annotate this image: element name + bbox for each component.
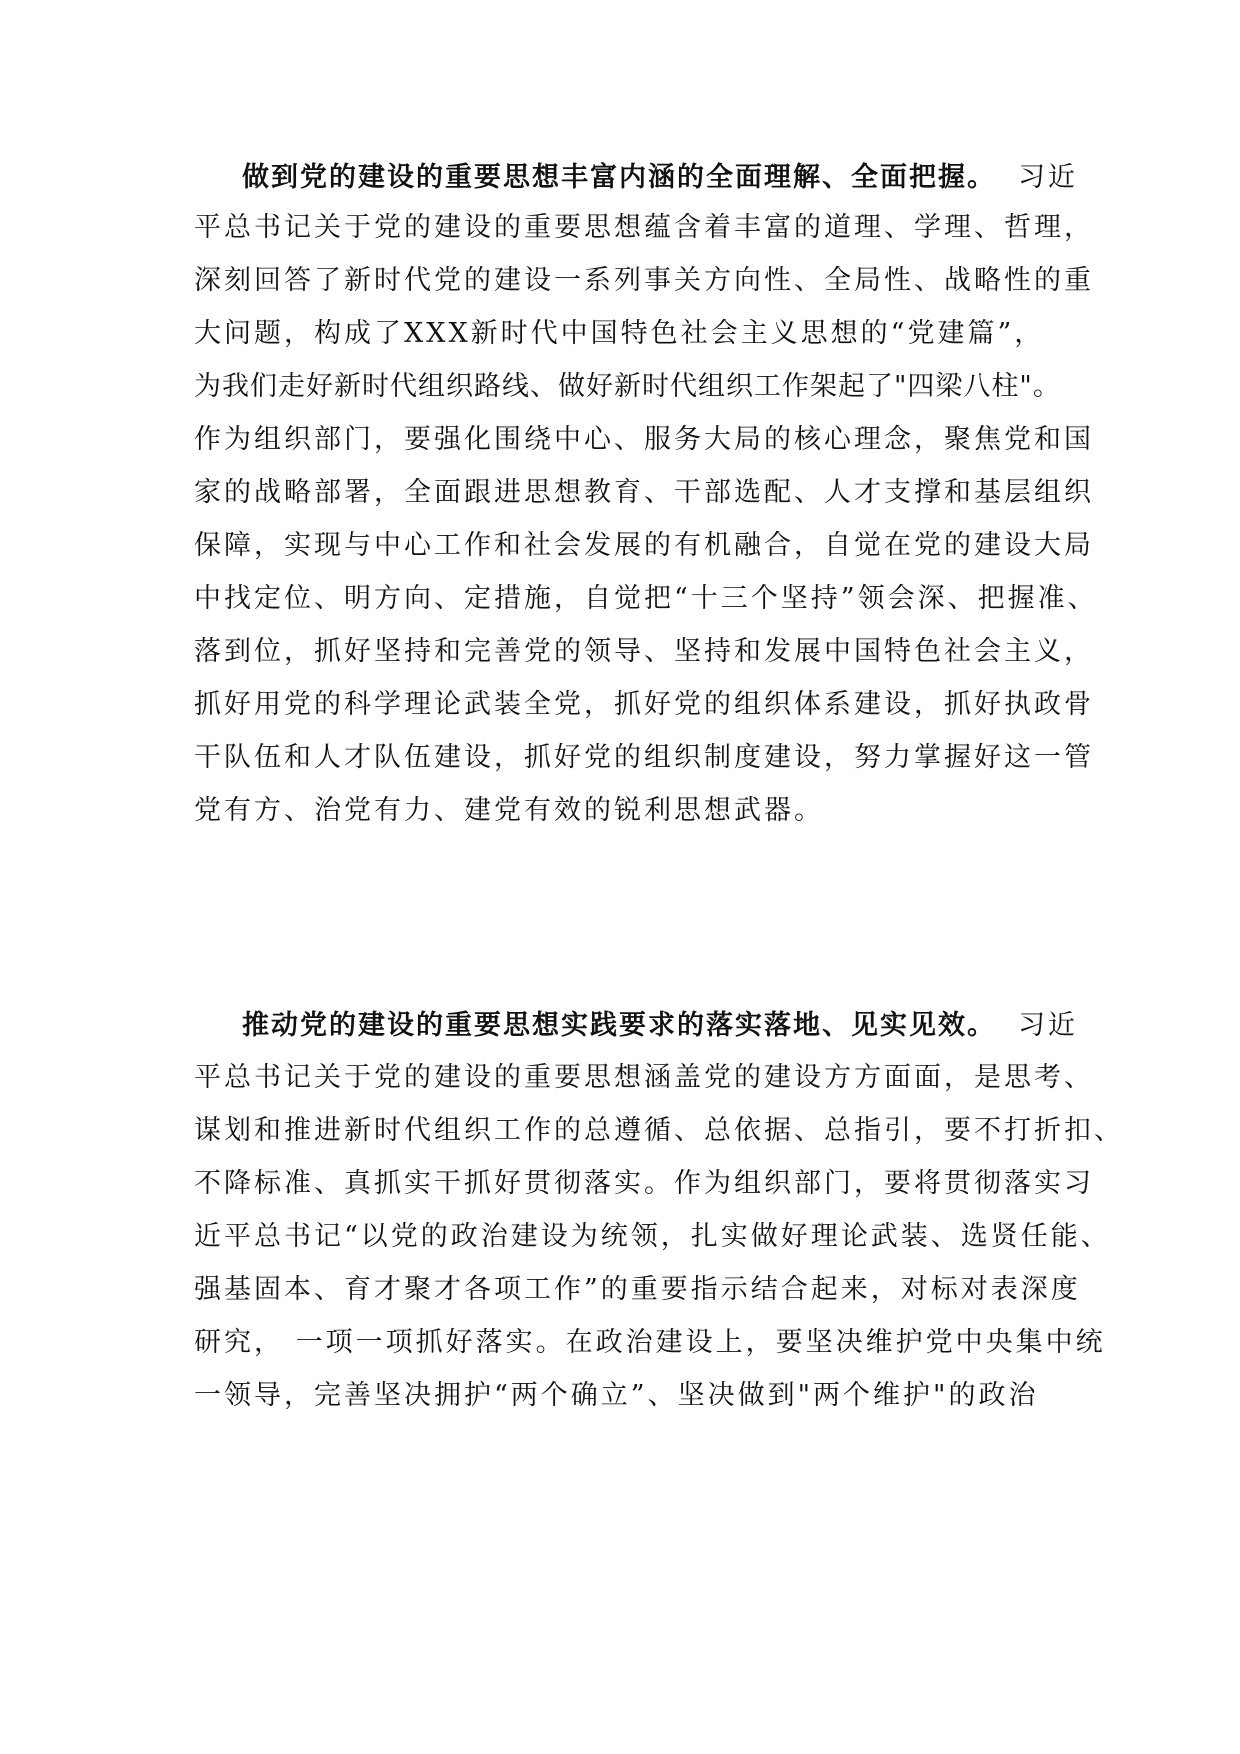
section-1-line: 深刻回答了新时代党的建设一系列事关方向性、全局性、战略性的重 — [194, 265, 1094, 296]
section-1-line: 大问题，构成了XXX新时代中国特色社会主义思想的“党建篇”， — [194, 318, 1045, 349]
section-2-line: 谋划和推进新时代组织工作的总遵循、总依据、总指引，要不打折扣、 — [194, 1115, 1124, 1146]
section-1-line: 保障，实现与中心工作和社会发展的有机融合，自觉在党的建设大局 — [194, 530, 1094, 561]
section-1-lead-text: 习近 — [1018, 162, 1078, 193]
section-2-first-line — [242, 1010, 1078, 1042]
section-1-heading: 做到党的建设的重要思想丰富内涵的全面理解、全面把握。 — [242, 162, 996, 193]
section-1-line: 中找定位、明方向、定措施，自觉把“十三个坚持”领会深、把握准、 — [194, 583, 1098, 614]
section-2-line: 强基固本、育才聚才各项工作”的重要指示结合起来，对标对表深度 — [194, 1274, 1081, 1305]
section-1-line: 干队伍和人才队伍建设，抓好党的组织制度建设，努力掌握好这一管 — [194, 742, 1094, 773]
section-2-line: 平总书记关于党的建设的重要思想涵盖党的建设方方面面，是思考、 — [194, 1062, 1094, 1093]
section-1-line: 作为组织部门，要强化围绕中心、服务大局的核心理念，聚焦党和国 — [194, 424, 1094, 455]
section-2-line: 研究， 一项一项抓好落实。在政治建设上，要坚决维护党中央集中统 — [194, 1327, 1106, 1358]
section-1-line: 平总书记关于党的建设的重要思想蕴含着丰富的道理、学理、哲理， — [194, 212, 1094, 243]
section-1-line: 落到位，抓好坚持和完善党的领导、坚持和发展中国特色社会主义， — [194, 636, 1094, 667]
section-2-line: 一领导，完善坚决拥护“两个确立”、坚决做到"两个维护"的政治 — [194, 1380, 1039, 1411]
section-1-line: 党有方、治党有力、建党有效的锐利思想武器。 — [194, 795, 824, 826]
section-2-line: 近平总书记“以党的政治建设为统领，扎实做好理论武装、选贤任能、 — [194, 1221, 1111, 1252]
section-1-line: 为我们走好新时代组织路线、做好新时代组织工作架起了"四梁八柱"。 — [194, 371, 1061, 402]
section-2-line: 不降标准、真抓实干抓好贯彻落实。作为组织部门，要将贯彻落实习 — [194, 1168, 1094, 1199]
section-1-line: 家的战略部署，全面跟进思想教育、干部选配、人才支撑和基层组织 — [194, 477, 1094, 508]
section-1-first-line — [242, 162, 1078, 194]
section-2-heading: 推动党的建设的重要思想实践要求的落实落地、见实见效。 — [242, 1010, 996, 1041]
section-2-lead-text: 习近 — [1018, 1010, 1078, 1041]
section-1-line: 抓好用党的科学理论武装全党，抓好党的组织体系建设，抓好执政骨 — [194, 689, 1094, 720]
